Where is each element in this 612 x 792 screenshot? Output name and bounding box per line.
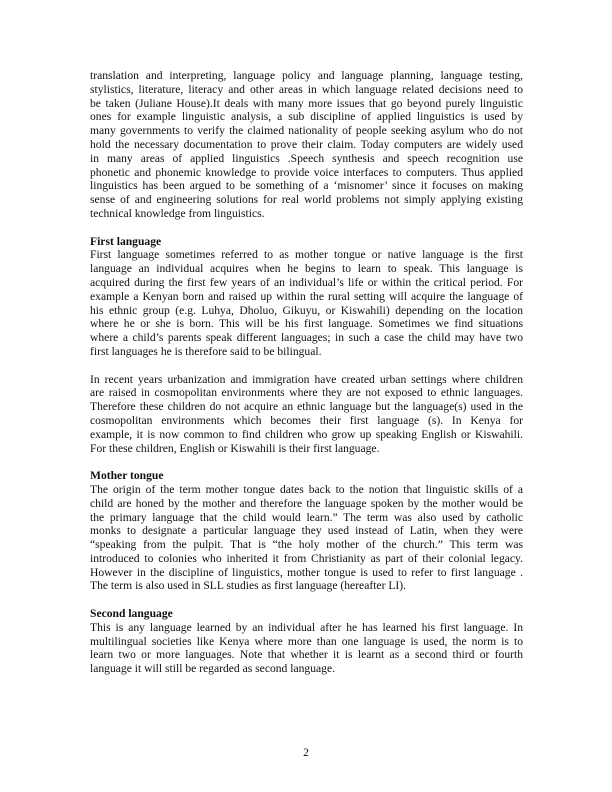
paragraph-spacer xyxy=(90,455,523,469)
text-line: For these children, English or Kiswahili is their first language. xyxy=(90,441,380,455)
section-first-language xyxy=(90,235,523,456)
text-line: The term is also used in SLL studies as first language (hereafter LI). xyxy=(90,579,407,593)
text-line: cosmopolitan environments which becomes their first language (s). In Kenya for xyxy=(90,413,523,427)
paragraph-spacer xyxy=(90,359,523,373)
paragraph-spacer xyxy=(90,221,523,235)
text-line: example, it is now common to find children who grow up speaking English or Kiswahili. xyxy=(90,427,523,441)
text-line: first languages he is therefore said to be bilingual. xyxy=(90,344,322,358)
paragraph xyxy=(90,483,523,593)
text-line: many governments to verify the claimed nationality of people seeking asylum who do not xyxy=(90,124,523,138)
text-line: multilingual societies like Kenya where more than one language is used, the norm is to xyxy=(90,634,523,648)
text-line: example a Kenyan born and raised up within the rural setting will acquire the language of xyxy=(90,289,523,303)
text-line: acquired during the first few years of an individual’s life or within the critical period. For xyxy=(90,275,523,289)
text-line: child are honed by the mother and therefore the language spoken by the mother would be xyxy=(90,496,523,510)
text-line: “speaking from the pulpit. That is “the holy mother of the church.” This term was xyxy=(90,538,523,552)
text-line: language it will still be regarded as second language. xyxy=(90,662,335,676)
text-line: hold the necessary documentation to prove their claim. Today computers are widely used xyxy=(90,137,523,151)
page-number: 2 xyxy=(303,746,309,759)
text-line: ones for example linguistic analysis, a sub discipline of applied linguistics is used by xyxy=(90,110,523,124)
text-line: where he or she is born. This will be his first language. Sometimes we find situations xyxy=(90,317,523,331)
intro-paragraph xyxy=(90,69,523,221)
paragraph-spacer xyxy=(90,593,523,607)
text-line: the primary language that the child would learn.” The term was also used by catholic xyxy=(90,510,523,524)
text-line: However in the discipline of linguistics, mother tongue is used to refer to first language . xyxy=(90,565,523,579)
document-page xyxy=(90,69,523,676)
text-line: where a child’s parents speak different languages; in such a case the child may have two xyxy=(90,331,523,345)
text-line: technical knowledge from linguistics. xyxy=(90,206,265,220)
text-line: In recent years urbanization and immigration have created urban settings where children xyxy=(90,372,523,386)
paragraph xyxy=(90,621,523,676)
section-heading: Second language xyxy=(90,607,173,621)
text-line: in many areas of applied linguistics .Speech synthesis and speech recognition use xyxy=(90,151,523,165)
paragraph xyxy=(90,373,523,456)
paragraph xyxy=(90,248,523,358)
text-line: introduced to colonies who inherited it from Christianity as part of their colonial legacy. xyxy=(90,551,523,565)
text-line: translation and interpreting, language policy and language planning, language testing, xyxy=(90,69,523,82)
text-line: his ethnic group (e.g. Luhya, Dholuo, Gikuyu, or Kiswahili) depending on the location xyxy=(90,303,523,317)
text-line: This is any language learned by an individual after he has learned his first language. In xyxy=(90,620,523,634)
text-line: phonetic and phonemic knowledge to provide voice interfaces to computers. Thus applied xyxy=(90,165,523,179)
text-line: First language sometimes referred to as mother tongue or native language is the first xyxy=(90,248,523,262)
section-second-language xyxy=(90,607,523,676)
text-line: language an individual acquires when he begins to learn to speak. This language is xyxy=(90,262,523,276)
text-line: learn two or more languages. Note that whether it is learnt as a second third or fourth xyxy=(90,648,523,662)
text-line: monks to designate a particular language they used instead of Latin, when they were xyxy=(90,524,523,538)
text-line: stylistics, literature, literacy and other areas in which language related decisions need to xyxy=(90,82,523,96)
section-heading: Mother tongue xyxy=(90,469,164,483)
text-line: linguistics has been argued to be something of a ‘misnomer’ since it focuses on making xyxy=(90,179,523,193)
text-line: Therefore these children do not acquire an ethnic language but the language(s) used in the xyxy=(90,400,523,414)
text-line: be taken (Juliane House).It deals with many more issues that go beyond purely linguistic xyxy=(90,96,523,110)
section-heading: First language xyxy=(90,234,162,248)
text-line: sense of and engineering solutions for real world problems not simply applying existing xyxy=(90,193,523,207)
text-line: are raised in cosmopolitan environments where they are not exposed to ethnic languages. xyxy=(90,386,523,400)
section-mother-tongue xyxy=(90,469,523,593)
text-line: The origin of the term mother tongue dates back to the notion that linguistic skills of a xyxy=(90,482,523,496)
